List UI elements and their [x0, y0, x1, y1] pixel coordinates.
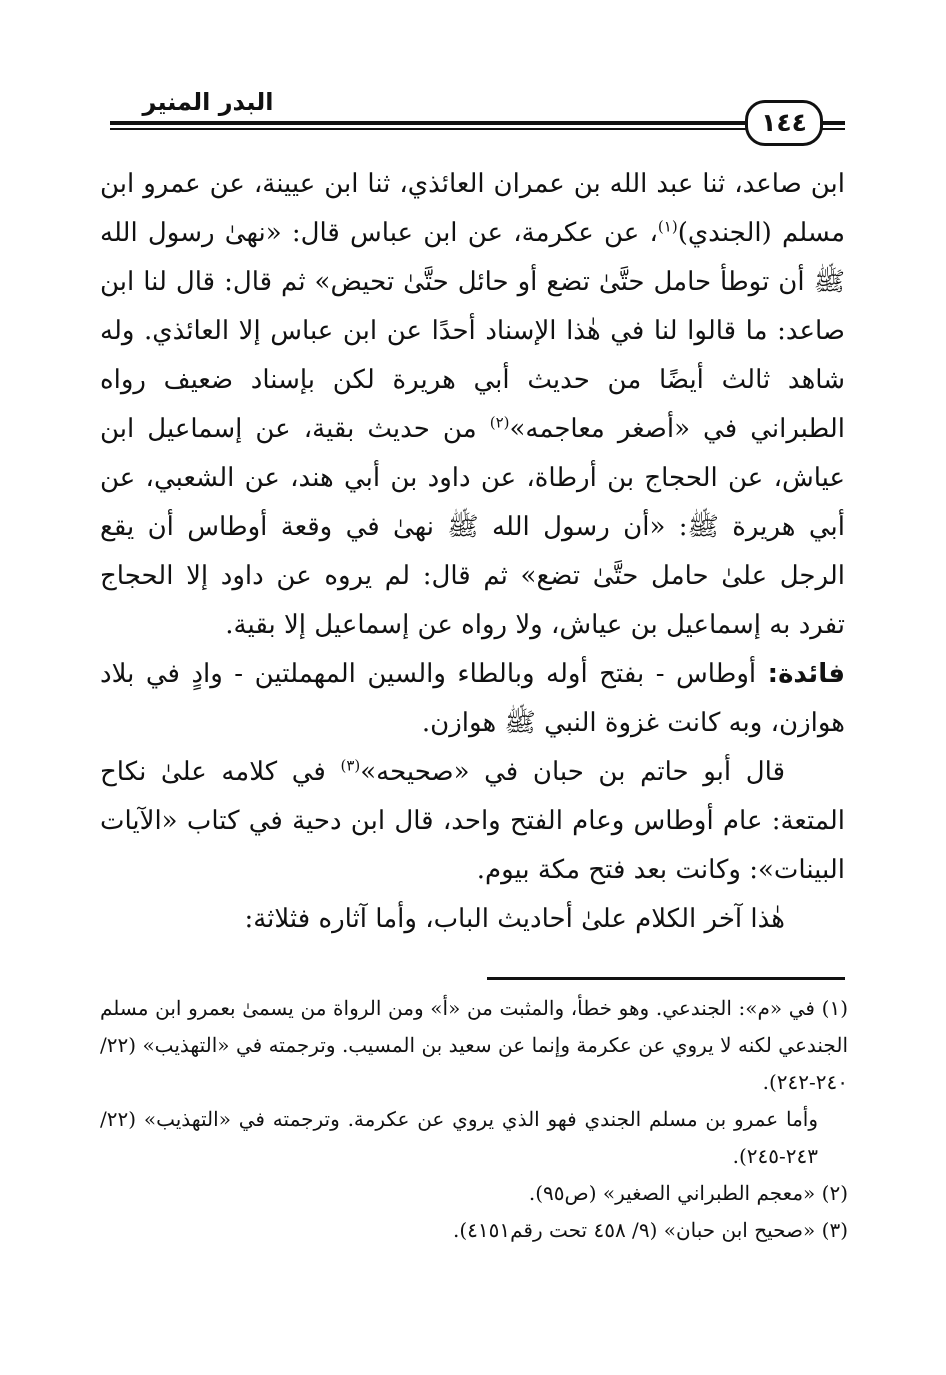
footnote: (٣) «صحيح ابن حبان» (٩/ ٤٥٨ تحت رقم٤١٥١). — [452, 1218, 848, 1242]
footnote: (١) في «م»: الجندعي. وهو خطأ، والمثبت من «أ» ومن الرواة من يسمىٰ بعمرو ابن مسلم الجندعي لكنه لا يروي عن عكرمة وإنما عن سعيد بن المسيب. وترجمته في «التهذيب» (٢٢/ ٢٤٠-٢٤٢). — [100, 996, 848, 1094]
paragraph — [100, 895, 845, 944]
paragraph — [100, 748, 845, 895]
footnotes — [100, 990, 848, 1249]
paragraph-text: قال أبو حاتم بن حبان في «صحيحه» — [360, 757, 785, 787]
paragraph-text: ، عن عكرمة، عن ابن عباس قال: «نهىٰ رسول الله ﷺ أن توطأ حامل حتَّىٰ تضع أو حائل حتَّىٰ تحيض» ثم قال: قال لنا ابن صاعد: ما قالوا لنا في هٰذا الإسناد أحدًا عن ابن عباس إلا العائذي. وله شاهد ثالث أيضًا من حديث أبي هريرة لكن بإسناد ضعيف رواه الطبراني في «أصغر معاجمه» — [100, 218, 845, 444]
footnote-ref: (٣) — [340, 756, 361, 775]
note-label: فائدة: — [767, 659, 845, 689]
paragraph-text: ابن صاعد، ثنا عبد الله بن عمران العائذي، ثنا ابن عيينة، عن عمرو ابن مسلم (الجندي) — [100, 169, 846, 248]
footnote: وأما عمرو بن مسلم الجندي فهو الذي يروي عن عكرمة. وترجمته في «التهذيب» (٢٢/ ٢٤٣-٢٤٥). — [100, 1107, 818, 1168]
paragraph-text: أوطاس - بفتح أوله وبالطاء والسين المهملتين - وادٍ في بلاد هوازن، وبه كانت غزوة النبي ﷺ هوازن. — [100, 659, 845, 738]
footnote-ref: (٢) — [489, 413, 510, 432]
header-rule-thin — [110, 128, 845, 130]
paragraph — [100, 160, 845, 650]
page-number: ١٤٤ — [745, 100, 823, 146]
running-title: البدر المنير — [142, 88, 274, 116]
paragraph-text: هٰذا آخر الكلام علىٰ أحاديث الباب، وأما آثاره فثلاثة: — [244, 904, 785, 934]
paragraph-text: من حديث بقية، عن إسماعيل ابن عياش، عن الحجاج بن أرطاة، عن داود بن أبي هند، عن الشعبي، عن أبي هريرة ﷺ: «أن رسول الله ﷺ نهىٰ في وقعة أوطاس أن يقع الرجل علىٰ حامل حتَّىٰ تضع» ثم قال: لم يروه عن داود إلا الحجاج تفرد به إسماعيل بن عياش، ولا رواه عن إسماعيل إلا بقية. — [100, 414, 845, 640]
footnote: (٢) «معجم الطبراني الصغير» (ص٩٥). — [528, 1181, 848, 1205]
page-header — [0, 0, 946, 140]
footnote-ref: (١) — [657, 217, 678, 236]
footnote-divider — [487, 977, 845, 980]
paragraph — [100, 650, 845, 748]
main-text — [100, 160, 845, 944]
paragraph-text: في كلامه علىٰ نكاح المتعة: عام أوطاس وعام الفتح واحد، قال ابن دحية في كتاب «الآيات البينات»: وكانت بعد فتح مكة بيوم. — [100, 757, 845, 885]
header-rule — [110, 121, 845, 125]
